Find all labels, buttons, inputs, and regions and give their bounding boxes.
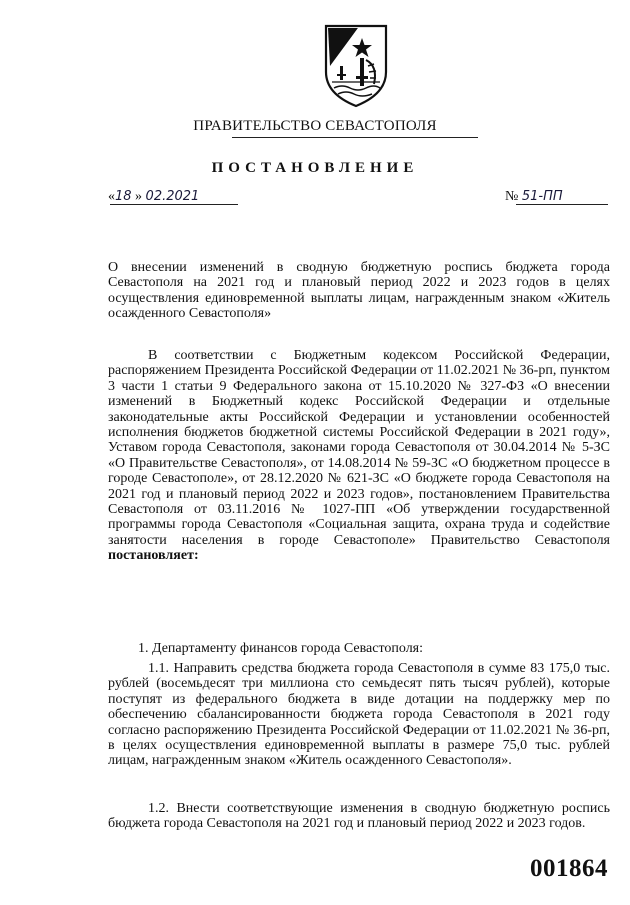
preamble-paragraph: [108, 348, 610, 564]
preamble-text: В соответствии с Бюджетным кодексом Российской Федерации, распоряжением Президента Российской Федерации от 11.02.2021 № 36-рп, пунктом 3 части 1 статьи 9 Федерального закона от 15.10.2020 № 327-ФЗ «О внесении изменений в Бюджетный кодекс Российской Федерации и отдельные законодательные акты Российской Федерации и установлении особенностей исполнения бюджетов бюджетной системы Российской Федерации в 2021 году», Уставом города Севастополя, законами города Севастополя от 30.04.2014 № 5-ЗС «О Правительстве Севастополя», от 14.08.2014 № 59-ЗС «О бюджетном процессе в городе Севастополе», от 28.12.2020 № 621-ЗС «О бюджете города Севастополя на 2021 год и плановый период 2022 и 2023 годов», постановлением Правительства Севастополя от 03.11.2016 № 1027-ПП «Об утверждении государственной программы города Севастополя «Социальная защита, охрана труда и содействие занятости населения в городе Севастополе» Правительство Севастополя: [108, 348, 610, 548]
item-1-1: 1.1. Направить средства бюджета города Севастополя в сумме 83 175,0 тыс. рублей (восемьдесят три миллиона сто семьдесят пять тысяч рублей), которые поступят из федерального бюджета в виде дотации на поддержку мер по обеспечению сбалансированности бюджета города Севастополя в 2021 году согласно распоряжению Президента Российской Федерации от 11.02.2021 № 36-рп, в целях осуществления единовременной выплаты в размере 75,0 тыс. рублей лицам, награжденным знаком «Житель осажденного Севастополя».: [108, 661, 610, 769]
item-1-2: 1.2. Внести соответствующие изменения в сводную бюджетную роспись бюджета города Севастополя на 2021 год и плановый период 2022 и 2023 годов.: [108, 801, 610, 832]
date-month-year: 02.2021: [145, 189, 200, 204]
date-open-quote: «: [108, 189, 115, 204]
resolves-word: постановляет:: [108, 548, 199, 564]
number-prefix: №: [505, 189, 522, 204]
number-value: 51-ПП: [521, 189, 563, 204]
date-day: 18: [115, 189, 132, 204]
date-close-quote: »: [131, 189, 146, 204]
number-underline: [516, 204, 608, 205]
document-subject: О внесении изменений в сводную бюджетную роспись бюджета города Севастополя на 2021 год и плановый период 2022 и 2023 годов в целях осуществления единовременной выплаты лицам, награжденным знаком «Житель осажденного Севастополя»: [108, 260, 610, 322]
document-date: [108, 189, 199, 205]
serial-number: 001864: [530, 855, 608, 882]
document-type-heading: ПОСТАНОВЛЕНИЕ: [211, 160, 419, 176]
authority-underline: [232, 137, 478, 138]
date-number-row: [108, 189, 608, 209]
authority-title: ПРАВИТЕЛЬСТВО СЕВАСТОПОЛЯ: [193, 118, 437, 134]
item-1: 1. Департаменту финансов города Севастополя:: [138, 641, 424, 656]
date-underline: [110, 204, 238, 205]
document-number: [505, 189, 563, 205]
coat-of-arms-emblem: [322, 20, 390, 108]
